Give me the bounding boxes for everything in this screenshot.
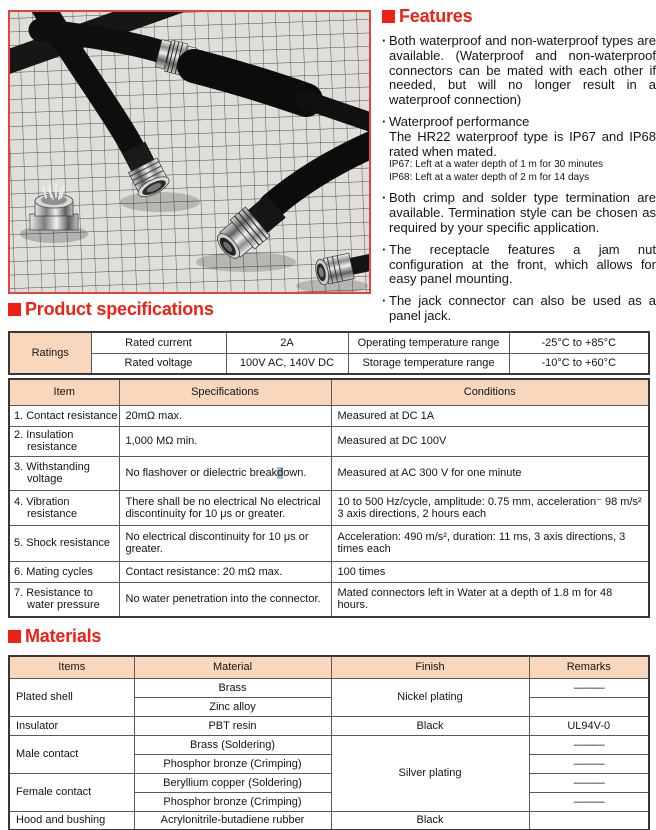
materials-table xyxy=(8,655,650,830)
table-cell: 100V AC, 140V DC xyxy=(226,353,348,374)
features-heading xyxy=(382,6,656,27)
red-square-icon xyxy=(382,10,395,23)
table-header-row xyxy=(9,379,649,405)
table-cell: Rated current xyxy=(91,332,226,353)
table-cell: Acrylonitrile-butadiene rubber xyxy=(134,811,331,830)
table-row xyxy=(9,332,649,353)
column-header: Items xyxy=(9,656,134,678)
table-cell: Nickel plating xyxy=(331,678,529,716)
table-row xyxy=(9,561,649,582)
table-cell: Female contact xyxy=(9,773,134,811)
feature-item xyxy=(382,115,656,184)
table-cell: 4. Vibration resistance xyxy=(9,490,119,525)
table-cell: No electrical discontinuity for 10 μs or greater. xyxy=(119,525,331,561)
table-cell: 7. Resistance to water pressure xyxy=(9,582,119,617)
column-header: Remarks xyxy=(529,656,649,678)
table-cell xyxy=(119,456,331,490)
table-cell: -25°C to +85°C xyxy=(509,332,649,353)
table-cell: Brass (Soldering) xyxy=(134,735,331,754)
table-cell: 6. Mating cycles xyxy=(9,561,119,582)
table-cell: Measured at DC 1A xyxy=(331,405,649,426)
table-row xyxy=(9,490,649,525)
table-row xyxy=(9,582,649,617)
table-row xyxy=(9,525,649,561)
table-cell: Acceleration: 490 m/s², duration: 11 ms, 3 axis directions, 3 times each xyxy=(331,525,649,561)
red-square-icon xyxy=(8,630,21,643)
column-header: Finish xyxy=(331,656,529,678)
red-square-icon xyxy=(8,303,21,316)
table-row xyxy=(9,773,649,792)
table-cell: No water penetration into the connector. xyxy=(119,582,331,617)
table-cell: Beryllium copper (Soldering) xyxy=(134,773,331,792)
text-selection: d xyxy=(277,467,284,479)
product-specifications-title: Product specifications xyxy=(25,299,214,319)
table-cell: Measured at DC 100V xyxy=(331,426,649,456)
table-cell: 1. Contact resistance xyxy=(9,405,119,426)
table-cell: ——— xyxy=(529,773,649,792)
table-row xyxy=(9,456,649,490)
table-row xyxy=(9,811,649,830)
table-cell: Mated connectors left in Water at a depth of 1.8 m for 48 hours. xyxy=(331,582,649,617)
table-cell: Plated shell xyxy=(9,678,134,716)
table-row xyxy=(9,735,649,754)
table-cell: Silver plating xyxy=(331,735,529,811)
feature-note: IP68: Left at a water depth of 2 m for 14 days xyxy=(389,171,590,183)
spec-text: No flashover or dielectric break xyxy=(125,467,278,479)
ratings-table xyxy=(8,331,650,375)
table-cell: 1,000 MΩ min. xyxy=(119,426,331,456)
table-row xyxy=(9,426,649,456)
feature-text: Both crimp and solder type termination are available. Termination style can be chosen as required by your specific application. xyxy=(389,190,656,235)
table-cell: -10°C to +60°C xyxy=(509,353,649,374)
cable-connectors-photo xyxy=(10,12,369,292)
table-row xyxy=(9,716,649,735)
features-title: Features xyxy=(399,6,473,26)
table-cell: Measured at AC 300 V for one minute xyxy=(331,456,649,490)
feature-text: The HR22 waterproof type is IP67 and IP68 rated when mated. xyxy=(389,128,656,159)
table-cell: Black xyxy=(331,716,529,735)
feature-text: The jack connector can also be used as a panel jack. xyxy=(389,293,656,323)
spec-text: own. xyxy=(283,467,307,479)
column-header: Conditions xyxy=(331,379,649,405)
column-header: Specifications xyxy=(119,379,331,405)
column-header: Item xyxy=(9,379,119,405)
feature-text: Both waterproof and non-waterproof types are available. (Waterproof and non-waterproof connectors can be mated with each other if needed, but will no longer result in a waterproof connection) xyxy=(389,33,656,108)
ratings-label-cell: Ratings xyxy=(9,332,91,374)
column-header: Material xyxy=(134,656,331,678)
table-cell: Black xyxy=(331,811,529,830)
feature-item xyxy=(382,191,656,235)
table-cell: 10 to 500 Hz/cycle, amplitude: 0.75 mm, acceleration⁻ 98 m/s² 3 axis directions, 2 hours each xyxy=(331,490,649,525)
table-cell: Phosphor bronze (Crimping) xyxy=(134,792,331,811)
table-cell xyxy=(529,697,649,716)
table-cell: Male contact xyxy=(9,735,134,773)
table-cell: Zinc alloy xyxy=(134,697,331,716)
table-cell: Contact resistance: 20 mΩ max. xyxy=(119,561,331,582)
table-cell: 3. Withstanding voltage xyxy=(9,456,119,490)
table-cell: 20mΩ max. xyxy=(119,405,331,426)
product-specifications-heading xyxy=(8,299,214,320)
feature-item xyxy=(382,34,656,108)
table-row xyxy=(9,353,649,374)
table-cell: There shall be no electrical No electrical discontinuity for 10 μs or greater. xyxy=(119,490,331,525)
feature-text: · Waterproof performance xyxy=(389,113,530,129)
table-cell: Brass xyxy=(134,678,331,697)
table-cell: ——— xyxy=(529,735,649,754)
table-cell: Operating temperature range xyxy=(348,332,509,353)
feature-item xyxy=(382,243,656,287)
spec-table xyxy=(8,378,650,618)
table-cell: 2A xyxy=(226,332,348,353)
table-header-row xyxy=(9,656,649,678)
table-cell: 5. Shock resistance xyxy=(9,525,119,561)
materials-heading xyxy=(8,626,101,647)
table-cell: Storage temperature range xyxy=(348,353,509,374)
table-cell: ——— xyxy=(529,678,649,697)
table-cell: 2. Insulation resistance xyxy=(9,426,119,456)
table-cell: 100 times xyxy=(331,561,649,582)
table-cell: Hood and bushing xyxy=(9,811,134,830)
table-cell: Rated voltage xyxy=(91,353,226,374)
feature-item xyxy=(382,294,656,324)
feature-text: The receptacle features a jam nut configuration at the front, which allows for easy panel mounting. xyxy=(389,241,656,287)
product-photo xyxy=(8,10,371,294)
table-cell: ——— xyxy=(529,754,649,773)
table-cell: Insulator xyxy=(9,716,134,735)
table-cell: ——— xyxy=(529,792,649,811)
table-cell xyxy=(529,811,649,830)
features-section xyxy=(382,6,656,331)
table-row xyxy=(9,405,649,426)
table-cell: Phosphor bronze (Crimping) xyxy=(134,754,331,773)
table-cell: PBT resin xyxy=(134,716,331,735)
table-row xyxy=(9,678,649,697)
feature-note: IP67: Left at a water depth of 1 m for 30 minutes xyxy=(389,159,604,171)
table-cell: UL94V-0 xyxy=(529,716,649,735)
materials-title: Materials xyxy=(25,626,102,646)
